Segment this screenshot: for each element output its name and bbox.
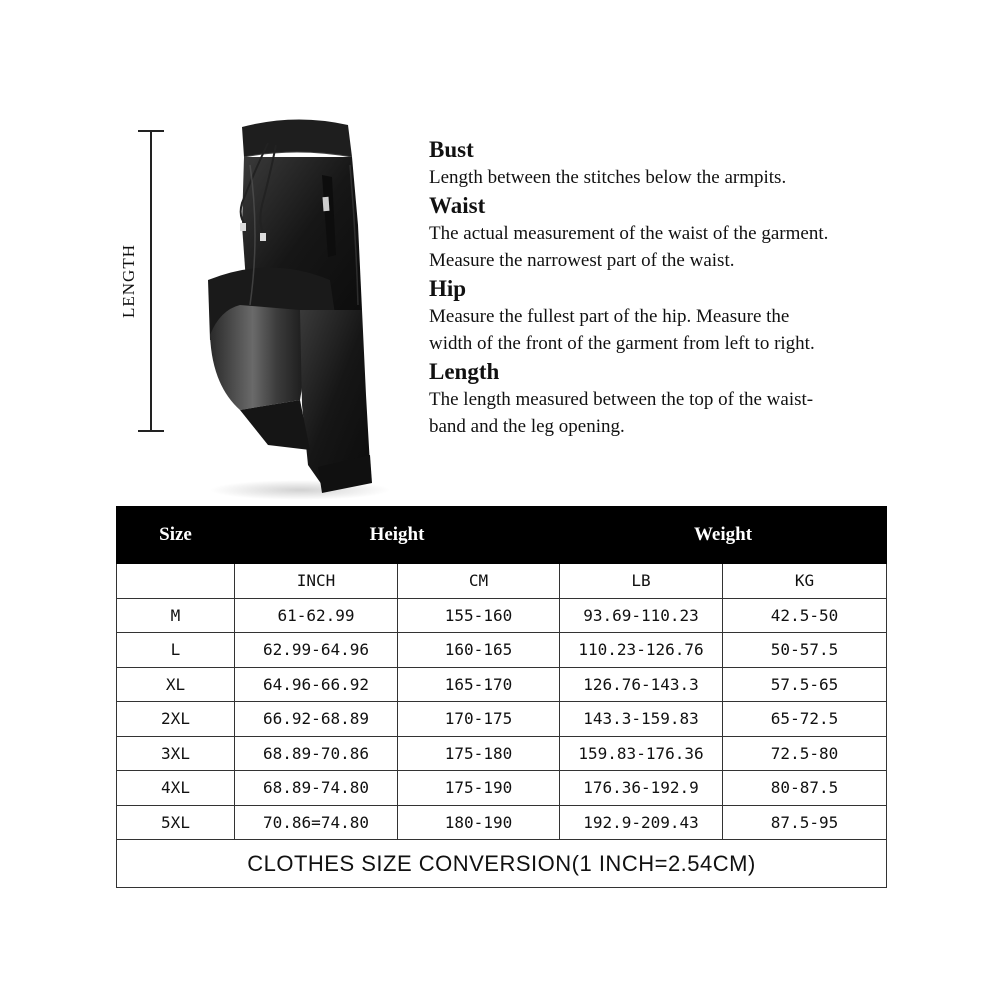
cell-cm: 155-160	[398, 598, 560, 633]
cell-kg: 87.5-95	[723, 805, 887, 840]
definition-title-bust: Bust	[429, 137, 474, 162]
units-row	[117, 564, 887, 599]
table-row	[117, 805, 887, 840]
measurement-definitions	[429, 136, 949, 441]
header-height: Height	[235, 507, 560, 564]
pants-product-image	[150, 105, 410, 505]
cell-kg: 72.5-80	[723, 736, 887, 771]
definition-text-length-line-2: band and the leg opening.	[429, 416, 625, 437]
table-row	[117, 702, 887, 737]
footer-row	[117, 840, 887, 888]
cell-size: 4XL	[117, 771, 235, 806]
definition-text-length-line-1: The length measured between the top of the waist-	[429, 388, 814, 410]
unit-blank	[117, 564, 235, 599]
table-row	[117, 598, 887, 633]
length-label: LENGTH	[119, 244, 138, 318]
conversion-note: CLOTHES SIZE CONVERSION(1 INCH=2.54CM)	[117, 840, 887, 888]
cell-cm: 160-165	[398, 633, 560, 668]
cell-size: M	[117, 598, 235, 633]
cell-inch: 66.92-68.89	[235, 702, 398, 737]
cell-kg: 65-72.5	[723, 702, 887, 737]
cell-lb: 110.23-126.76	[560, 633, 723, 668]
cell-inch: 64.96-66.92	[235, 667, 398, 702]
cell-inch: 70.86=74.80	[235, 805, 398, 840]
definition-text-waist-line-1: The actual measurement of the waist of the garment.	[429, 222, 829, 244]
table-row	[117, 736, 887, 771]
definition-title-hip: Hip	[429, 275, 467, 301]
table-header-row	[117, 507, 887, 564]
cell-size: 5XL	[117, 805, 235, 840]
definition-title-length: Length	[429, 358, 500, 384]
unit-kg: KG	[723, 564, 887, 599]
unit-lb: LB	[560, 564, 723, 599]
cell-size: 2XL	[117, 702, 235, 737]
cell-kg: 80-87.5	[723, 771, 887, 806]
cell-lb: 192.9-209.43	[560, 805, 723, 840]
cell-lb: 126.76-143.3	[560, 667, 723, 702]
cell-inch: 62.99-64.96	[235, 633, 398, 668]
cell-size: 3XL	[117, 736, 235, 771]
cell-kg: 50-57.5	[723, 633, 887, 668]
definition-title-waist: Waist	[429, 192, 486, 218]
header-weight: Weight	[560, 507, 887, 564]
cell-cm: 175-180	[398, 736, 560, 771]
cell-inch: 68.89-70.86	[235, 736, 398, 771]
cell-kg: 57.5-65	[723, 667, 887, 702]
definition-text-waist-line-2: Measure the narrowest part of the waist.	[429, 250, 735, 271]
definition-text-hip-line-1: Measure the fullest part of the hip. Measure the	[429, 305, 790, 327]
size-conversion-table	[116, 506, 887, 888]
cell-lb: 176.36-192.9	[560, 771, 723, 806]
definition-text-hip-line-2: width of the front of the garment from left to right.	[429, 333, 815, 354]
cell-size: XL	[117, 667, 235, 702]
cell-lb: 143.3-159.83	[560, 702, 723, 737]
cell-inch: 68.89-74.80	[235, 771, 398, 806]
cell-kg: 42.5-50	[723, 598, 887, 633]
cell-inch: 61-62.99	[235, 598, 398, 633]
unit-cm: CM	[398, 564, 560, 599]
cell-cm: 175-190	[398, 771, 560, 806]
table-row	[117, 633, 887, 668]
table-row	[117, 667, 887, 702]
cell-cm: 165-170	[398, 667, 560, 702]
table-row	[117, 771, 887, 806]
cell-size: L	[117, 633, 235, 668]
header-size: Size	[117, 507, 235, 564]
unit-inch: INCH	[235, 564, 398, 599]
cell-cm: 180-190	[398, 805, 560, 840]
definition-text-bust-line-1: Length between the stitches below the armpits.	[429, 167, 787, 188]
cell-cm: 170-175	[398, 702, 560, 737]
cell-lb: 93.69-110.23	[560, 598, 723, 633]
cell-lb: 159.83-176.36	[560, 736, 723, 771]
